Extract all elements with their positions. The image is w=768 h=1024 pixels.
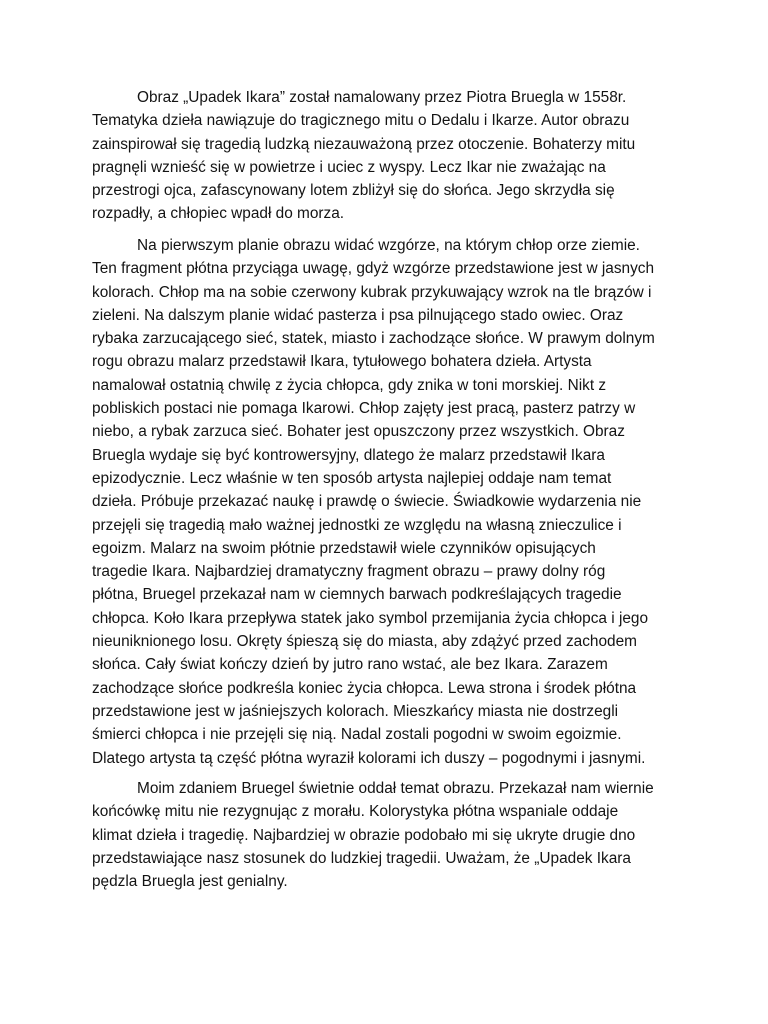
text-line: przedstawione jest w jaśniejszych kolorach. Mieszkańcy miasta nie dostrzegli (92, 702, 619, 720)
text-line: Tematyka dzieła nawiązuje do tragicznego mitu o Dedalu i Ikarze. Autor obrazu (92, 112, 630, 130)
text-line: klimat dzieła i tragedię. Najbardziej w obrazie podobało mi się ukryte drugie dno (92, 826, 636, 844)
text-line: nieuniknionego losu. Okręty śpieszą się do miasta, aby zdążyć przed zachodem (92, 633, 637, 651)
text-line: zainspirował się tragedią ludzką niezauważoną przez otoczenie. Bohaterzy mitu (92, 135, 636, 153)
text-line: rozpadły, a chłopiec wpadł do morza. (92, 205, 345, 223)
text-line: namalował ostatnią chwilę z życia chłopca, gdy znika w toni morskiej. Nikt z (92, 376, 607, 394)
text-line: przestrogi ojca, zafascynowany lotem zbliżył się do słońca. Jego skrzydła się (92, 182, 615, 200)
text-line: chłopca. Koło Ikara przepływa statek jako symbol przemijania życia chłopca i jego (92, 609, 649, 627)
text-line: Na pierwszym planie obrazu widać wzgórze, na którym chłop orze ziemie. (137, 237, 640, 254)
text-line: śmierci chłopca i nie przejęli się nią. Nadal zostali pogodni w swoim egoizmie. (92, 726, 622, 744)
text-line: zachodzące słońce podkreśla koniec życia chłopca. Lewa strona i środek płótna (92, 679, 637, 697)
paragraph-intro (92, 86, 692, 226)
text-line: płótna, Bruegel przekazał nam w ciemnych barwach podkreślających tragedie (92, 586, 622, 604)
paragraph-description (92, 234, 692, 770)
text-line: Obraz „Upadek Ikara” został namalowany przez Piotra Bruegla w 1558r. (137, 89, 627, 106)
text-line: pragnęli wznieść się w powietrze i uciec z wyspy. Lecz Ikar nie zważając na (92, 158, 606, 176)
text-line: epizodycznie. Lecz właśnie w ten sposób artysta najlepiej oddaje nam temat (92, 469, 612, 487)
paragraph-conclusion (92, 777, 692, 893)
text-line: zieleni. Na dalszym planie widać pasterza i psa pilnującego stado owiec. Oraz (92, 306, 624, 324)
text-line: niebo, a rybak zarzuca sieć. Bohater jest opuszczony przez wszystkich. Obraz (92, 423, 625, 441)
text-line: słońca. Cały świat kończy dzień by jutro rano wstać, ale bez Ikara. Zarazem (92, 656, 608, 674)
text-line: kolorach. Chłop ma na sobie czerwony kubrak przykuwający wzrok na tle brązów i (92, 283, 652, 301)
text-line: Moim zdaniem Bruegel świetnie oddał temat obrazu. Przekazał nam wiernie (137, 780, 654, 797)
text-line: przejęli się tragedią mało ważnej jednostki ze względu na własną znieczulice i (92, 516, 622, 534)
text-line: rogu obrazu malarz przedstawił Ikara, tytułowego bohatera dzieła. Artysta (92, 353, 592, 371)
text-line: rybaka zarzucającego sieć, statek, miasto i zachodzące słońce. W prawym dolnym (92, 330, 655, 348)
text-line: końcówkę mitu nie rezygnując z morału. Kolorystyka płótna wspaniale oddaje (92, 803, 619, 821)
text-line: Dlatego artysta tą część płótna wyraził kolorami ich duszy – pogodnymi i jasnymi. (92, 749, 646, 767)
text-line: przedstawiające nasz stosunek do ludzkiej tragedii. Uważam, że „Upadek Ikara (92, 849, 631, 867)
text-line: Bruegla wydaje się być kontrowersyjny, dlatego że malarz przedstawił Ikara (92, 446, 605, 464)
text-line: dzieła. Próbuje przekazać naukę i prawdę o świecie. Świadkowie wydarzenia nie (92, 493, 642, 511)
text-line: tragedie Ikara. Najbardziej dramatyczny fragment obrazu – prawy dolny róg (92, 563, 606, 581)
text-line: Ten fragment płótna przyciąga uwagę, gdyż wzgórze przedstawione jest w jasnych (92, 260, 655, 278)
text-line: egoizm. Malarz na swoim płótnie przedstawił wiele czynników opisujących (92, 539, 596, 557)
text-line: pobliskich postaci nie pomaga Ikarowi. Chłop zajęty jest pracą, pasterz patrzy w (92, 400, 636, 418)
text-line: pędzla Bruegla jest genialny. (92, 873, 288, 891)
